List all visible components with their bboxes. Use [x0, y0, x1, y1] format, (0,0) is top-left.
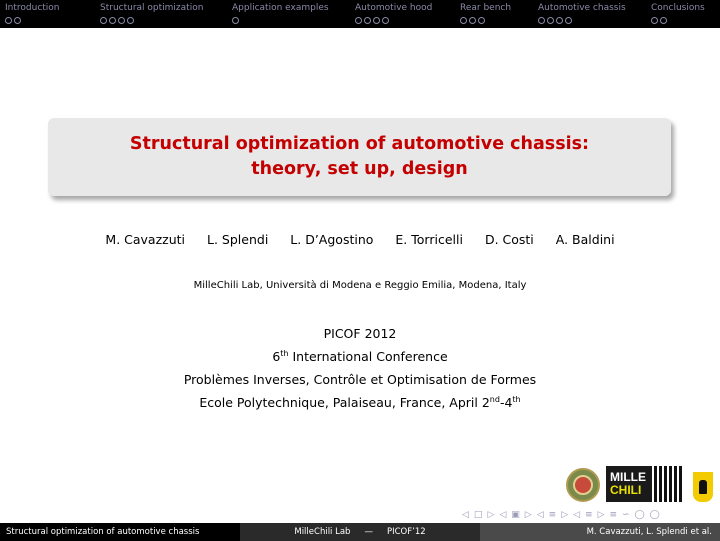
- footer-short-title: Structural optimization of automotive chassis: [0, 523, 240, 541]
- nav-next-subsection-icon[interactable]: ▷: [524, 510, 532, 520]
- millechili-logo: [606, 466, 652, 502]
- back-icon[interactable]: ∽: [622, 510, 630, 520]
- author: A. Baldini: [555, 232, 615, 247]
- nav-section-dots: [355, 17, 432, 24]
- conference-venue: Ecole Polytechnique, Palaiseau, France, April 2nd-4th: [199, 394, 521, 410]
- nav-section-automotive-hood[interactable]: [355, 3, 432, 27]
- subsection-dot[interactable]: [232, 17, 239, 24]
- striped-logo: [654, 466, 684, 502]
- millechili-logo-text: CHILI: [610, 483, 642, 497]
- affiliation: MilleChili Lab, Università di Modena e Reggio Emilia, Modena, Italy: [193, 280, 527, 291]
- nav-section-conclusions[interactable]: [651, 3, 705, 27]
- nav-section-dots: [538, 17, 626, 24]
- nav-prev-frame-icon[interactable]: ◁: [462, 510, 469, 520]
- author-list: [0, 232, 720, 247]
- subsection-dot[interactable]: [127, 17, 134, 24]
- subsection-dot[interactable]: [565, 17, 572, 24]
- author: L. Splendi: [207, 232, 269, 247]
- subsection-dot[interactable]: [109, 17, 116, 24]
- subsection-dot[interactable]: [14, 17, 21, 24]
- ferrari-logo: [693, 472, 713, 502]
- nav-section-application-examples[interactable]: [232, 3, 329, 27]
- nav-section-dots: [460, 17, 511, 24]
- title-block: [48, 118, 671, 196]
- nav-section-dots: [651, 17, 705, 24]
- subsection-icon[interactable]: ▣: [511, 510, 520, 520]
- author: L. D’Agostino: [290, 232, 374, 247]
- document-icon[interactable]: ≡: [585, 510, 593, 520]
- footer-event: PICOF’12: [386, 527, 426, 537]
- subsection-dot[interactable]: [660, 17, 667, 24]
- align-icon[interactable]: ≡: [609, 510, 618, 520]
- nav-section-label: Automotive hood: [355, 3, 433, 13]
- nav-section-rear-bench[interactable]: [460, 3, 511, 27]
- subsection-dot[interactable]: [556, 17, 563, 24]
- footer-authors: M. Cavazzuti, L. Splendi et al.: [480, 523, 720, 541]
- millechili-logo-text: MILLE: [610, 470, 646, 484]
- nav-next-frame-icon[interactable]: ▷: [487, 510, 495, 520]
- footer-bar: [0, 523, 720, 541]
- subsection-dot[interactable]: [100, 17, 107, 24]
- subsection-dot[interactable]: [469, 17, 476, 24]
- search-icon[interactable]: ◯: [634, 510, 645, 520]
- subsection-dot[interactable]: [5, 17, 12, 24]
- nav-next-section-icon[interactable]: ▷: [561, 510, 569, 520]
- nav-section-dots: [100, 17, 203, 24]
- subsection-dot[interactable]: [478, 17, 485, 24]
- subsection-dot[interactable]: [382, 17, 389, 24]
- presentation-title-line-2: theory, set up, design: [251, 159, 468, 179]
- nav-section-label: Automotive chassis: [538, 3, 626, 13]
- author: M. Cavazzuti: [105, 232, 186, 247]
- subsection-dot[interactable]: [547, 17, 554, 24]
- nav-section-automotive-chassis[interactable]: [538, 3, 626, 27]
- nav-section-dots: [232, 17, 329, 24]
- subsection-dot[interactable]: [460, 17, 467, 24]
- nav-section-label: Structural optimization: [100, 3, 204, 13]
- nav-section-label: Application examples: [232, 3, 329, 13]
- conference-subtitle: Problèmes Inverses, Contrôle et Optimisation de Formes: [183, 372, 537, 387]
- nav-prev-doc-icon[interactable]: ◁: [573, 510, 581, 520]
- subsection-dot[interactable]: [373, 17, 380, 24]
- frame-icon[interactable]: □: [473, 510, 483, 520]
- conference-info: [0, 322, 720, 414]
- conference-name: PICOF 2012: [323, 326, 397, 341]
- nav-section-structural-optimization[interactable]: [100, 3, 203, 27]
- nav-section-introduction[interactable]: [5, 3, 60, 27]
- conference-edition: 6th International Conference: [272, 348, 448, 364]
- subsection-dot[interactable]: [651, 17, 658, 24]
- subsection-dot[interactable]: [355, 17, 362, 24]
- nav-section-dots: [5, 17, 60, 24]
- author: D. Costi: [484, 232, 534, 247]
- nav-prev-subsection-icon[interactable]: ◁: [499, 510, 507, 520]
- subsection-dot[interactable]: [118, 17, 125, 24]
- footer-separator: —: [364, 527, 373, 537]
- nav-section-label: Conclusions: [651, 3, 705, 13]
- subsection-dot[interactable]: [538, 17, 545, 24]
- nav-section-label: Rear bench: [460, 3, 512, 13]
- beamer-navigation-symbols: [462, 508, 660, 522]
- section-icon[interactable]: ≡: [548, 510, 557, 520]
- nav-section-label: Introduction: [5, 3, 60, 13]
- author: E. Torricelli: [395, 232, 463, 247]
- university-seal-logo: [566, 468, 600, 502]
- footer-lab: MilleChili Lab: [294, 527, 351, 537]
- footer-institute: [240, 523, 480, 541]
- section-navigation-bar: [0, 0, 720, 28]
- nav-next-doc-icon[interactable]: ▷: [597, 510, 605, 520]
- forward-icon[interactable]: ◯: [649, 510, 660, 520]
- subsection-dot[interactable]: [364, 17, 371, 24]
- nav-prev-section-icon[interactable]: ◁: [536, 510, 544, 520]
- presentation-title-line-1: Structural optimization of automotive chassis:: [129, 134, 590, 154]
